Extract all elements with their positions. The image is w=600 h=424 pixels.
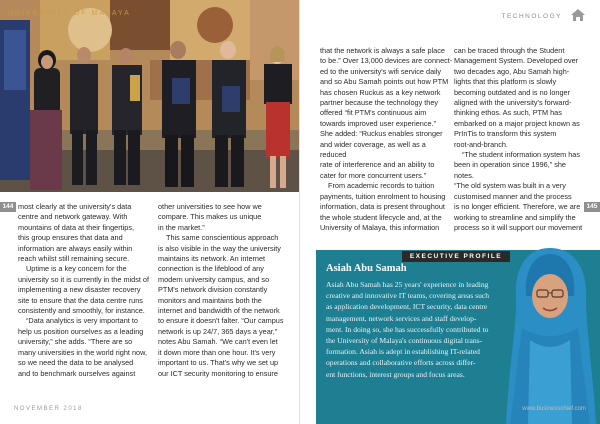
group-photo: [0, 0, 300, 192]
text-line: “Data analytics is very important to: [26, 316, 138, 326]
text-line: reach whilst still remaining secure.: [18, 254, 130, 264]
text-line: has chosen Ruckus as a key network: [320, 87, 441, 97]
text-line: PrInTis to transform this system: [454, 129, 557, 139]
text-line: Management System. Developed over: [454, 56, 579, 66]
text-line: internet and bandwidth of the network: [158, 306, 280, 316]
executive-portrait: [500, 244, 600, 424]
bio-line: creative and innovative IT teams, covering areas such: [326, 291, 490, 301]
text-line: information are always easily within: [18, 243, 133, 253]
text-line: can be traced through the Student: [454, 46, 565, 55]
text-line: in the market.”: [158, 222, 205, 232]
text-line: university,” she adds. “There are so: [18, 337, 133, 347]
text-line: cater for more concurrent users.”: [320, 170, 427, 180]
text-line: important to us. That's why we set up: [158, 358, 279, 368]
profile-name: Asiah Abu Samah: [326, 263, 407, 274]
right-column-1: [320, 46, 454, 233]
text-line: is also visible in the way the university: [158, 243, 281, 253]
bio-line: Asiah Abu Samah has 25 years' experience in leading: [326, 280, 489, 289]
text-line: consistently and smoothly, for instance.: [18, 306, 145, 316]
left-column-2: [158, 202, 298, 379]
text-line: other universities to see how we: [158, 202, 262, 211]
section-title: UNIVERSITY OF MALAYA: [8, 10, 131, 17]
text-line: payments, tuition enrolment to housing: [320, 191, 446, 201]
text-line: “The student information system has: [462, 150, 581, 160]
text-line: towards improved user experience.”: [320, 118, 436, 128]
text-line: partner because the technology they: [320, 98, 439, 108]
text-line: thinking ethos. As such, PTM has: [454, 108, 562, 118]
text-line: that the network is always a safe place: [320, 46, 445, 55]
text-line: maintains its network. An internet: [158, 254, 266, 264]
text-line: to ensure it doesn't falter. “Our campus: [158, 316, 284, 326]
text-line: our ICT security monitoring to ensure: [158, 368, 278, 378]
text-line: Uptime is a key concern for the: [26, 264, 127, 274]
text-line: “The old system was built in a very: [454, 181, 566, 191]
bio-line: management, network services and staff develop-: [326, 313, 477, 323]
text-line: university so it is currently in the midst of: [18, 274, 149, 284]
bio-line: as application development, ICT security, data centre: [326, 302, 488, 312]
text-line: information, data is present throughout: [320, 202, 445, 212]
text-line: two decades ago, Abu Samah high-: [454, 66, 570, 76]
text-line: PTM's network division constantly: [158, 285, 268, 295]
left-column-1: [18, 202, 152, 379]
text-line: centre and network gateway. With: [18, 212, 128, 222]
executive-profile-tag: EXECUTIVE PROFILE: [402, 251, 510, 262]
text-line: the whole student lifecycle and, at the: [320, 212, 442, 222]
text-line: compare. This makes us unique: [158, 212, 262, 222]
text-line: She added: “Ruckus enables stronger: [320, 129, 443, 139]
text-line: University of Malaya, this information: [320, 222, 440, 232]
footer-website: www.businesschief.com: [522, 406, 586, 412]
footer-date: NOVEMBER 2018: [14, 406, 83, 412]
text-line: lights that this platform is slowly: [454, 77, 557, 87]
text-line: becoming outdated and is no longer: [454, 87, 571, 97]
text-line: offered “fit PTM's continuous aim: [320, 108, 427, 118]
page-number-right: 145: [584, 202, 600, 212]
text-line: From academic records to tuition: [328, 181, 435, 191]
text-line: implementing a new disaster recovery: [18, 285, 141, 295]
text-line: to be.” Over 13,000 devices are connect-: [320, 56, 453, 66]
section-label: TECHNOLOGY: [501, 13, 562, 20]
text-line: network is up 24/7, 365 days a year,”: [158, 326, 278, 336]
text-line: process so it will support our movement: [454, 222, 583, 232]
text-line: notes Abu Samah. “We can't even let: [158, 337, 278, 347]
text-line: and wider coverage, as well as a reduced: [320, 139, 426, 160]
text-line: and to benchmark ourselves against: [18, 368, 136, 378]
text-line: working to streamline and simplify the: [454, 212, 576, 222]
text-line: embarked on a major project known as: [454, 118, 580, 128]
text-line: so we need the data to be analysed: [18, 358, 134, 368]
text-line: is no longer efficient. Therefore, we are: [454, 202, 581, 212]
bio-line: the University of Malaya's continuous digital trans-: [326, 336, 483, 346]
text-line: this group ensures that data and: [18, 233, 123, 243]
text-line: mountains of data at their fingertips,: [18, 222, 135, 232]
text-line: customised manner and the process: [454, 191, 572, 201]
text-line: root-and-branch.: [454, 139, 508, 149]
text-line: been in operation since 1996,” she notes.: [454, 160, 566, 180]
text-line: and so Abu Samah points out how PTM: [320, 77, 449, 87]
text-line: help us position ourselves as a leading: [18, 326, 144, 336]
text-line: rate of interference and an ability to: [320, 160, 435, 170]
text-line: it down more than one hour. It's very: [158, 347, 276, 357]
right-column-2: [454, 46, 584, 233]
text-line: most clearly at the university's data: [18, 202, 132, 211]
bio-line: ent functions, interest groups and focus areas.: [326, 369, 465, 379]
bio-line: ment. In doing so, she has successfully contributed to: [326, 324, 489, 334]
text-line: many universities in the world right now,: [18, 347, 147, 357]
text-line: connection is the lifeblood of any: [158, 264, 264, 274]
text-line: site to ensure that the data centre runs: [18, 295, 143, 305]
page-number-left: 144: [0, 202, 16, 212]
text-line: This same conscientious approach: [166, 233, 279, 243]
home-icon[interactable]: [570, 8, 586, 22]
bio-line: operations and collaborative efforts across differ-: [326, 358, 476, 368]
text-line: ed to the university's wifi service daily: [320, 66, 442, 76]
text-line: aligned with the university's forward-: [454, 98, 572, 108]
text-line: monitors and maintains both the: [158, 295, 262, 305]
profile-bio: [326, 279, 524, 380]
bio-line: formation. Asiah is adept in establishing IT-related: [326, 347, 480, 357]
text-line: modern university campus, and so: [158, 274, 270, 284]
